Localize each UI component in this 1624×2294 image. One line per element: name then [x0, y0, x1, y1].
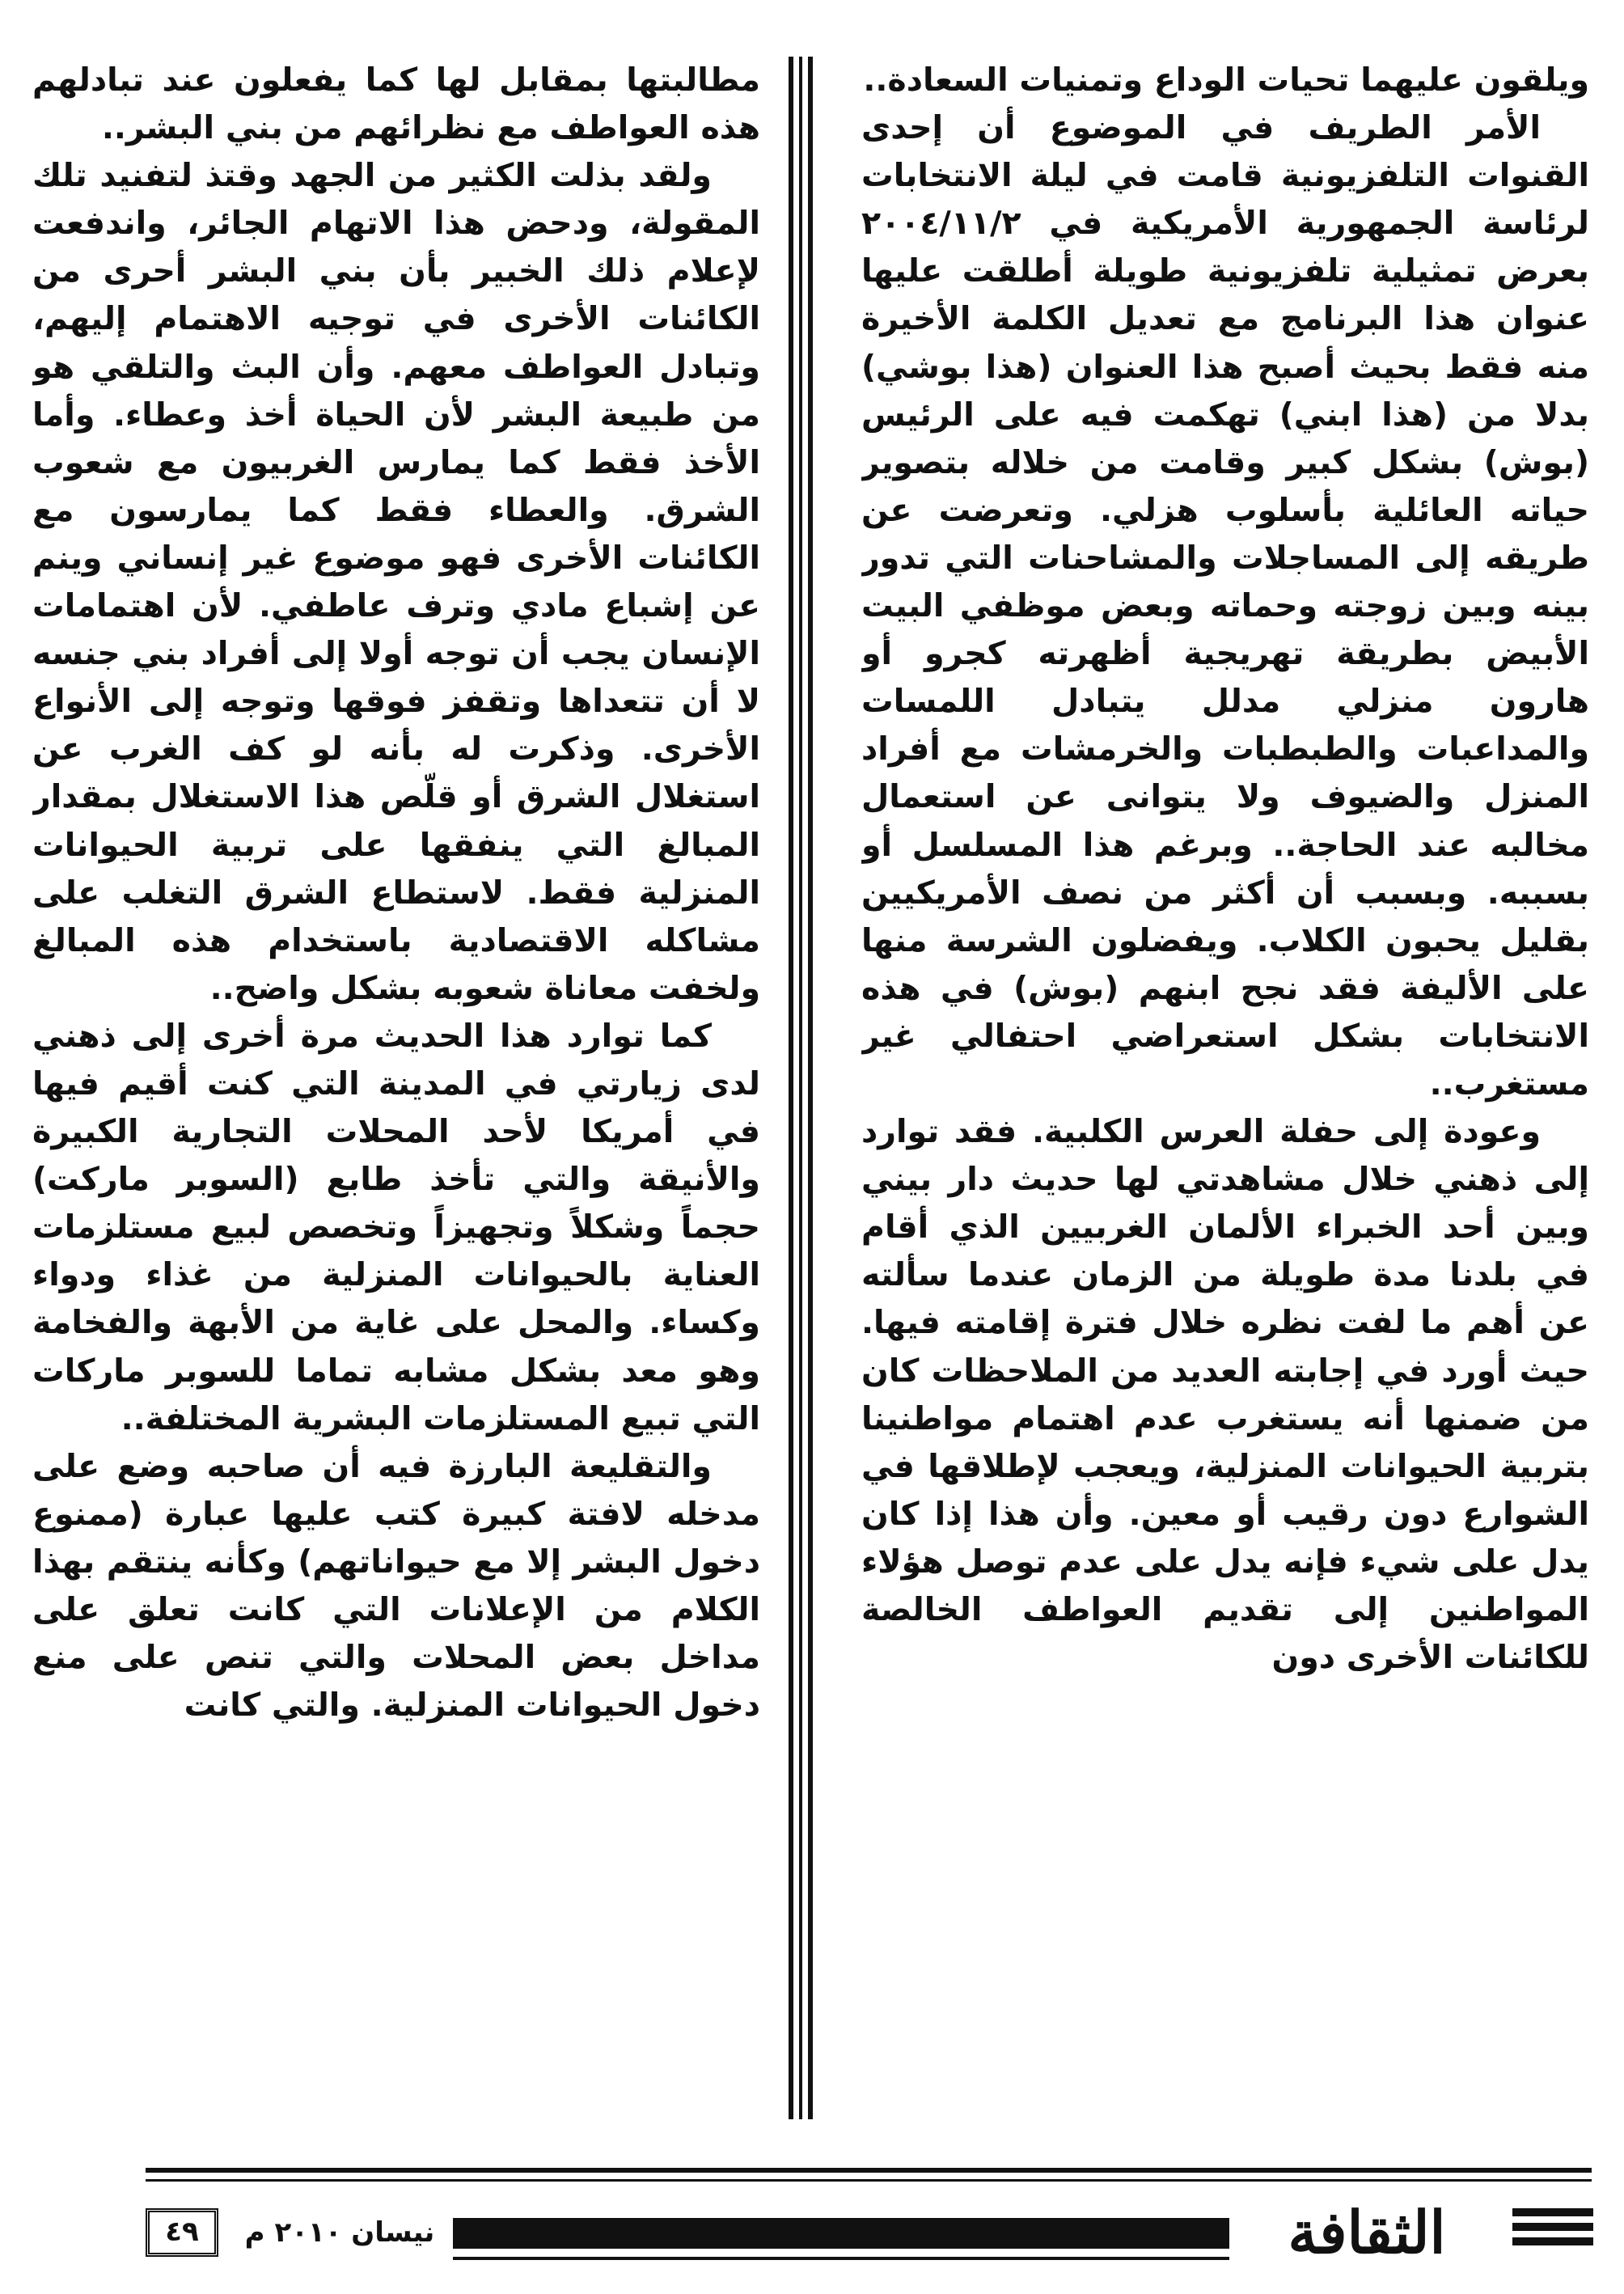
footer-rule — [146, 2179, 1592, 2182]
paragraph: كما توارد هذا الحديث مرة أخرى إلى ذهني لدى زيارتي في المدينة التي كنت أقيم فيها في أمريكا لأحد المحلات التجارية الكبيرة والأنيقة والتي تأخذ طابع (السوبر ماركت) حجماً وشكلاً وتجهيزاً وتخصص لبيع مستلزمات العناية بالحيوانات المنزلية من غذاء ودواء وكساء. والمحل على غاية من الأبهة والفخامة وهو معد بشكل مشابه تماما للسوبر ماركات التي تبيع المستلزمات البشرية المختلفة.. — [32, 1017, 760, 1437]
paragraph: ولقد بذلت الكثير من الجهد وقتذ لتفنيد تلك المقولة، ودحض هذا الاتهام الجائر، واندفعت لإعلام ذلك الخبير بأن بني البشر أحرى من الكائنات الأخرى في توجيه الاهتمام إليهم، وتبادل العواطف معهم. وأن البث والتلقي هو من طبيعة البشر لأن الحياة أخذ وعطاء. وأما الأخذ فقط كما يمارس الغربيون مع شعوب الشرق. والعطاء فقط كما يمارسون مع الكائنات الأخرى فهو موضوع غير إنساني وينم عن إشباع مادي وترف عاطفي. لأن اهتمامات الإنسان يجب أن توجه أولا إلى أفراد بني جنسه لا أن تتعداها وتقفز فوقها وتوجه إلى الأنواع الأخرى. وذكرت له بأنه لو كف الغرب عن استغلال الشرق أو قلّص هذا الاستغلال بمقدار المبالغ التي ينفقها على تربية الحيوانات المنزلية فقط. لاستطاع الشرق التغلب على مشاكله الاقتصادية باستخدام هذه المبالغ ولخفت معاناة شعوبه بشكل واضح.. — [32, 157, 760, 1007]
paragraph: وعودة إلى حفلة العرس الكلبية. فقد توارد إلى ذهني خلال مشاهدتي لها حديث دار بيني وبين أحد الخبراء الألمان الغربيين الذي أقام في بلدنا مدة طويلة من الزمان عندما سألته عن أهم ما لفت نظره خلال فترة إقامته فيها. حيث أورد في إجابته العديد من الملاحظات كان من ضمنها أنه يستغرب عدم اهتمام مواطنينا بتربية الحيوانات المنزلية، ويعجب لإطلاقها في الشوارع دون رقيب أو معين. وأن هذا إذا كان يدل على شيء فإنه يدل على عدم توصل هؤلاء المواطنين إلى تقديم العواطف الخالصة للكائنات الأخرى دون — [861, 1113, 1589, 1677]
magazine-logo: الثقافة — [1288, 2198, 1446, 2266]
left-column — [32, 57, 760, 2119]
issue-date: نيسان ٢٠١٠ م — [244, 2216, 435, 2249]
paragraph: ويلقون عليهما تحيات الوداع وتمنيات السعادة.. — [863, 61, 1589, 99]
paragraph: مطالبتها بمقابل لها كما يفعلون عند تبادلهم هذه العواطف مع نظرائهم من بني البشر.. — [32, 61, 760, 147]
right-column — [861, 57, 1589, 2119]
column-divider — [789, 57, 813, 2119]
page-footer — [0, 2168, 1624, 2265]
footer-rule — [146, 2168, 1592, 2173]
page-number: ٤٩ — [146, 2208, 218, 2257]
paragraph: الأمر الطريف في الموضوع أن إحدى القنوات التلفزيونية قامت في ليلة الانتخابات لرئاسة الجمهورية الأمريكية في ٢٠٠٤/١١/٢ بعرض تمثيلية تلفزيونية طويلة أطلقت عليها عنوان هذا البرنامج مع تعديل الكلمة الأخيرة منه فقط بحيث أصبح هذا العنوان (هذا بوشي) بدلا من (هذا ابني) تهكمت فيه على الرئيس (بوش) بشكل كبير وقامت من خلاله بتصوير حياته العائلية بأسلوب هزلي. وتعرضت عن طريقه إلى المساجلات والمشاحنات التي تدور بينه وبين زوجته وحماته وبعض موظفي البيت الأبيض بطريقة تهريجية أظهرته كجرو أو هارون منزلي مدلل يتبادل اللمسات والمداعبات والطبطبات والخرمشات مع أفراد المنزل والضيوف ولا يتوانى عن استعمال مخالبه عند الحاجة.. وبرغم هذا المسلسل أو بسببه. وبسبب أن أكثر من نصف الأمريكيين بقليل يحبون الكلاب. ويفضلون الشرسة منها على الأليفة فقد نجح ابنهم (بوش) في هذه الانتخابات بشكل استعراضي احتفالي غير مستغرب.. — [861, 109, 1589, 1103]
logo-bars-decoration — [1512, 2208, 1593, 2257]
footer-bar — [453, 2218, 1229, 2249]
paragraph: والتقليعة البارزة فيه أن صاحبه وضع على مدخله لافتة كبيرة كتب عليها عبارة (ممنوع دخول البشر إلا مع حيواناتهم) وكأنه ينتقم بهذا الكلام من الإعلانات التي كانت تعلق على مداخل بعض المحلات والتي تنص على منع دخول الحيوانات المنزلية. والتي كانت — [32, 1447, 760, 1725]
footer-bar-thin — [453, 2257, 1229, 2260]
